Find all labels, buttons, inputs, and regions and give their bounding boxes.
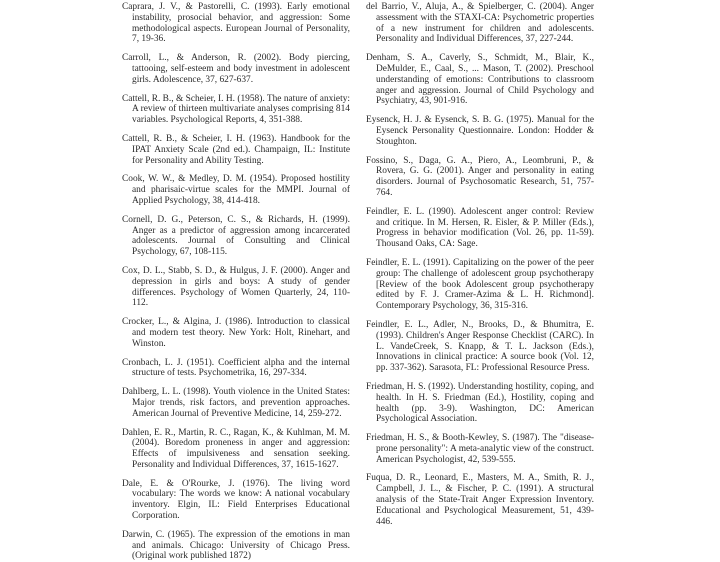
reference-entry: Feindler, E. L. (1990). Adolescent anger control: Review and critique. In M. Hersen, R. Eisler, & P. Miller (Eds.), Progress in behavior modification (Vol. 26, pp. 11-59). Thousand Oaks, CA: Sage. [366,206,594,250]
reference-entry: Friedman, H. S. (1992). Understanding hostility, coping, and health. In H. S. Friedman (Ed.), Hostility, coping and health (pp. 3-9). Washington, DC: American Psychological Association. [366,381,594,425]
reference-entry: Cox, D. L., Stabb, S. D., & Hulgus, J. F. (2000). Anger and depression in girls and boys: A study of gender differences. Psychology of Women Quarterly, 24, 110-112. [122,265,350,309]
reference-entry: Dahlberg, L. L. (1998). Youth violence in the United States: Major trends, risk factors, and prevention approaches. American Journal of Preventive Medicine, 14, 259-272. [122,387,350,419]
reference-entry: Friedman, H. S., & Booth-Kewley, S. (1987). The "disease-prone personality": A meta-analytic view of the construct. American Psychologist, 42, 539-555. [366,433,594,465]
reference-entry: Cattell, R. B., & Scheier, I. H. (1963). Handbook for the IPAT Anxiety Scale (2nd ed.). Champaign, IL: Institute for Personality and Ability Testing. [122,133,350,166]
reference-entry: Eysenck, H. J. & Eysenck, S. B. G. (1975). Manual for the Eysenck Personality Questionnaire. London: Hodder & Stoughton. [366,115,594,147]
reference-entry: Cronbach, L. J. (1951). Coefficient alpha and the internal structure of tests. Psychometrika, 16, 297-334. [122,357,350,379]
reference-entry: Cattell, R. B., & Scheier, I. H. (1958). The nature of anxiety: A review of thirteen multivariate analyses comprising 814 variables. Psychological Reports, 4, 351-388. [122,93,350,126]
reference-entry: Cook, W. W., & Medley, D. M. (1954). Proposed hostility and pharisaic-virtue scales for the MMPI. Journal of Applied Psychology, 38, 414-418. [122,174,350,206]
reference-entry: Darwin, C. (1965). The expression of the emotions in man and animals. Chicago: University of Chicago Press. (Original work published 1872) [122,529,350,562]
reference-entry: Dahlen, E. R., Martin, R. C., Ragan, K., & Kuhlman, M. M. (2004). Boredom proneness in anger and aggression: Effects of impulsiveness and sensation seeking. Personality and Individual Differences, 37, 1615-1627. [122,427,350,470]
reference-entry: Denham, S. A., Caverly, S., Schmidt, M., Blair, K., DeMulder, E., Caal, S., ... Mason, T. (2002). Preschool understanding of emotions: Contributions to classroom anger and aggression. Journal of Child Psychology and Psychiatry, 43, 901-916. [366,53,594,107]
references-right-column [366,2,594,527]
reference-entry: Feindler, E. L. (1991). Capitalizing on the power of the peer group: The challenge of adolescent group psychotherapy [Review of the book Adolescent group psychotherapy edited by F. J. Cramer-Azima & L. H. Richmond]. Contemporary Psychology, 36, 315-316. [366,257,594,312]
reference-entry: Carroll, L., & Anderson, R. (2002). Body piercing, tattooing, self-esteem and body investment in adolescent girls. Adolescence, 37, 627-637. [122,53,350,85]
reference-entry: Caprara, J. V., & Pastorelli, C. (1993). Early emotional instability, prosocial behavior, and aggression: Some methodological aspects. European Journal of Personality, 7, 19-36. [122,2,350,45]
reference-entry: Fossino, S., Daga, G. A., Piero, A., Leombruni, P., & Rovera, G. G. (2001). Anger and personality in eating disorders. Journal of Psychosomatic Research, 51, 757-764. [366,155,594,198]
reference-entry: Feindler, E. L., Adler, N., Brooks, D., & Bhumitra, E. (1993). Children's Anger Response Checklist (CARC). In L. VandeCreek, S. Knapp, & T. L. Jackson (Eds.), Innovations in clinical practice: A source book (Vol. 12, pp. 337-362). Sarasota, FL: Professional Resource Press. [366,319,594,374]
reference-entry: del Barrio, V., Aluja, A., & Spielberger, C. (2004). Anger assessment with the STAXI-CA: Psychometric properties of a new instrument for children and adolescents. Personality and Individual Differences, 37, 227-244. [366,2,594,45]
reference-entry: Fuqua, D. R., Leonard, E., Masters, M. A., Smith, R. J., Campbell, J. L., & Fischer, P. C. (1991). A structural analysis of the State-Trait Anger Expression Inventory. Educational and Psychological Measurement, 51, 439-446. [366,473,594,527]
reference-entry: Crocker, L., & Algina, J. (1986). Introduction to classical and modern test theory. New York: Holt, Rinehart, and Winston. [122,317,350,349]
references-left-column [122,2,350,562]
reference-entry: Cornell, D. G., Peterson, C. S., & Richards, H. (1999). Anger as a predictor of aggression among incarcerated adolescents. Journal of Consulting and Clinical Psychology, 67, 108-115. [122,214,350,258]
reference-entry: Dale, E. & O'Rourke, J. (1976). The living word vocabulary: The words we know: A national vocabulary inventory. Elgin, IL: Field Enterprises Educational Corporation. [122,478,350,522]
